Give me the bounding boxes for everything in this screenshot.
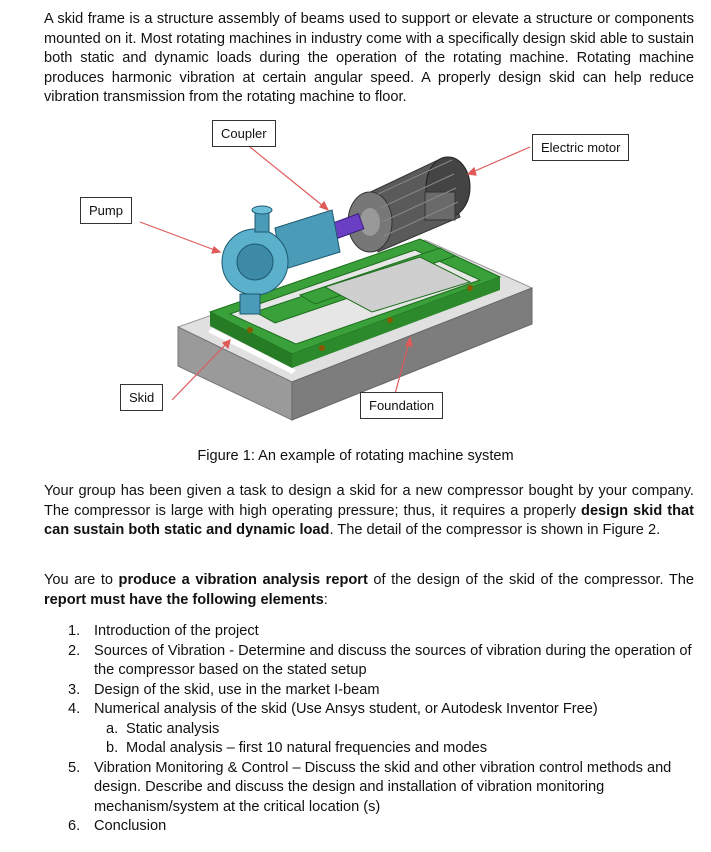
list-item-text: Vibration Monitoring & Control – Discuss the skid and other vibration control methods and design. Describe and discuss the design and installation of vibration monitoring mechanism/system at the critical location (s)	[94, 759, 672, 815]
electric-motor	[348, 157, 470, 252]
list-item-text: Sources of Vibration - Determine and discuss the sources of vibration during the operation of the compressor based on the stated setup	[94, 642, 692, 678]
task-text-after: . The detail of the compressor is shown in Figure 2.	[329, 522, 661, 538]
report-paragraph	[44, 571, 694, 610]
foundation-label: Foundation	[360, 392, 443, 419]
electric-motor-label: Electric motor	[532, 134, 629, 161]
list-item-number: 5.	[68, 759, 81, 776]
list-item	[68, 681, 698, 701]
sub-list-item	[68, 720, 698, 740]
list-item-text: Conclusion	[94, 818, 167, 834]
list-item	[68, 622, 698, 642]
task-text-before: Your group has been given a task to design a skid for a new compressor bought by your company. The compressor is large with high operating pressure; thus, it requires a properly	[44, 483, 694, 519]
sub-list-item	[68, 739, 698, 759]
coupler-label: Coupler	[212, 120, 276, 147]
list-item-number: 1.	[68, 623, 81, 639]
pump-label: Pump	[80, 197, 132, 224]
list-item-text: Modal analysis – first 10 natural frequencies and modes	[126, 740, 487, 756]
list-item-text: Design of the skid, use in the market I-beam	[94, 681, 380, 698]
list-item	[68, 759, 698, 818]
report-bold-2: report must have the following elements	[44, 591, 324, 608]
report-text-2: of the design of the skid of the compressor. The	[367, 572, 694, 588]
skid-label: Skid	[120, 384, 163, 411]
list-item	[68, 642, 698, 681]
list-item-number: 4.	[68, 701, 81, 717]
intro-paragraph: A skid frame is a structure assembly of beams used to support or elevate a structure or components mounted on it. Most rotating machines in industry come with a specifically design skid able to sustain both static and dynamic loads during the operation of the rotating machine. Rotating machine produces harmonic vibration at certain angular speed. A properly design skid can help reduce vibration transmission from the rotating machine to floor.	[44, 11, 694, 105]
report-text-1: You are to	[44, 572, 119, 588]
task-text-bold: design skid that can sustain both static and dynamic load	[44, 502, 695, 538]
task-paragraph	[44, 482, 694, 541]
list-item-number: 3.	[68, 681, 81, 698]
list-item	[68, 700, 698, 720]
list-item	[68, 817, 698, 837]
list-item-number: b.	[106, 740, 119, 756]
list-item-text: Numerical analysis of the skid (Use Ansys student, or Autodesk Inventor Free)	[94, 701, 598, 717]
rotating-machine-figure	[60, 112, 660, 430]
list-item-number: a.	[106, 720, 119, 737]
report-text-3: :	[323, 591, 328, 608]
list-item-text: Static analysis	[126, 720, 220, 737]
list-item-number: 6.	[68, 818, 81, 834]
figure-caption: Figure 1: An example of rotating machine system	[197, 448, 514, 464]
list-item-text: Introduction of the project	[94, 623, 259, 639]
list-item-number: 2.	[68, 642, 81, 659]
report-elements-list	[68, 622, 698, 837]
report-bold-1: produce a vibration analysis report	[118, 572, 368, 588]
